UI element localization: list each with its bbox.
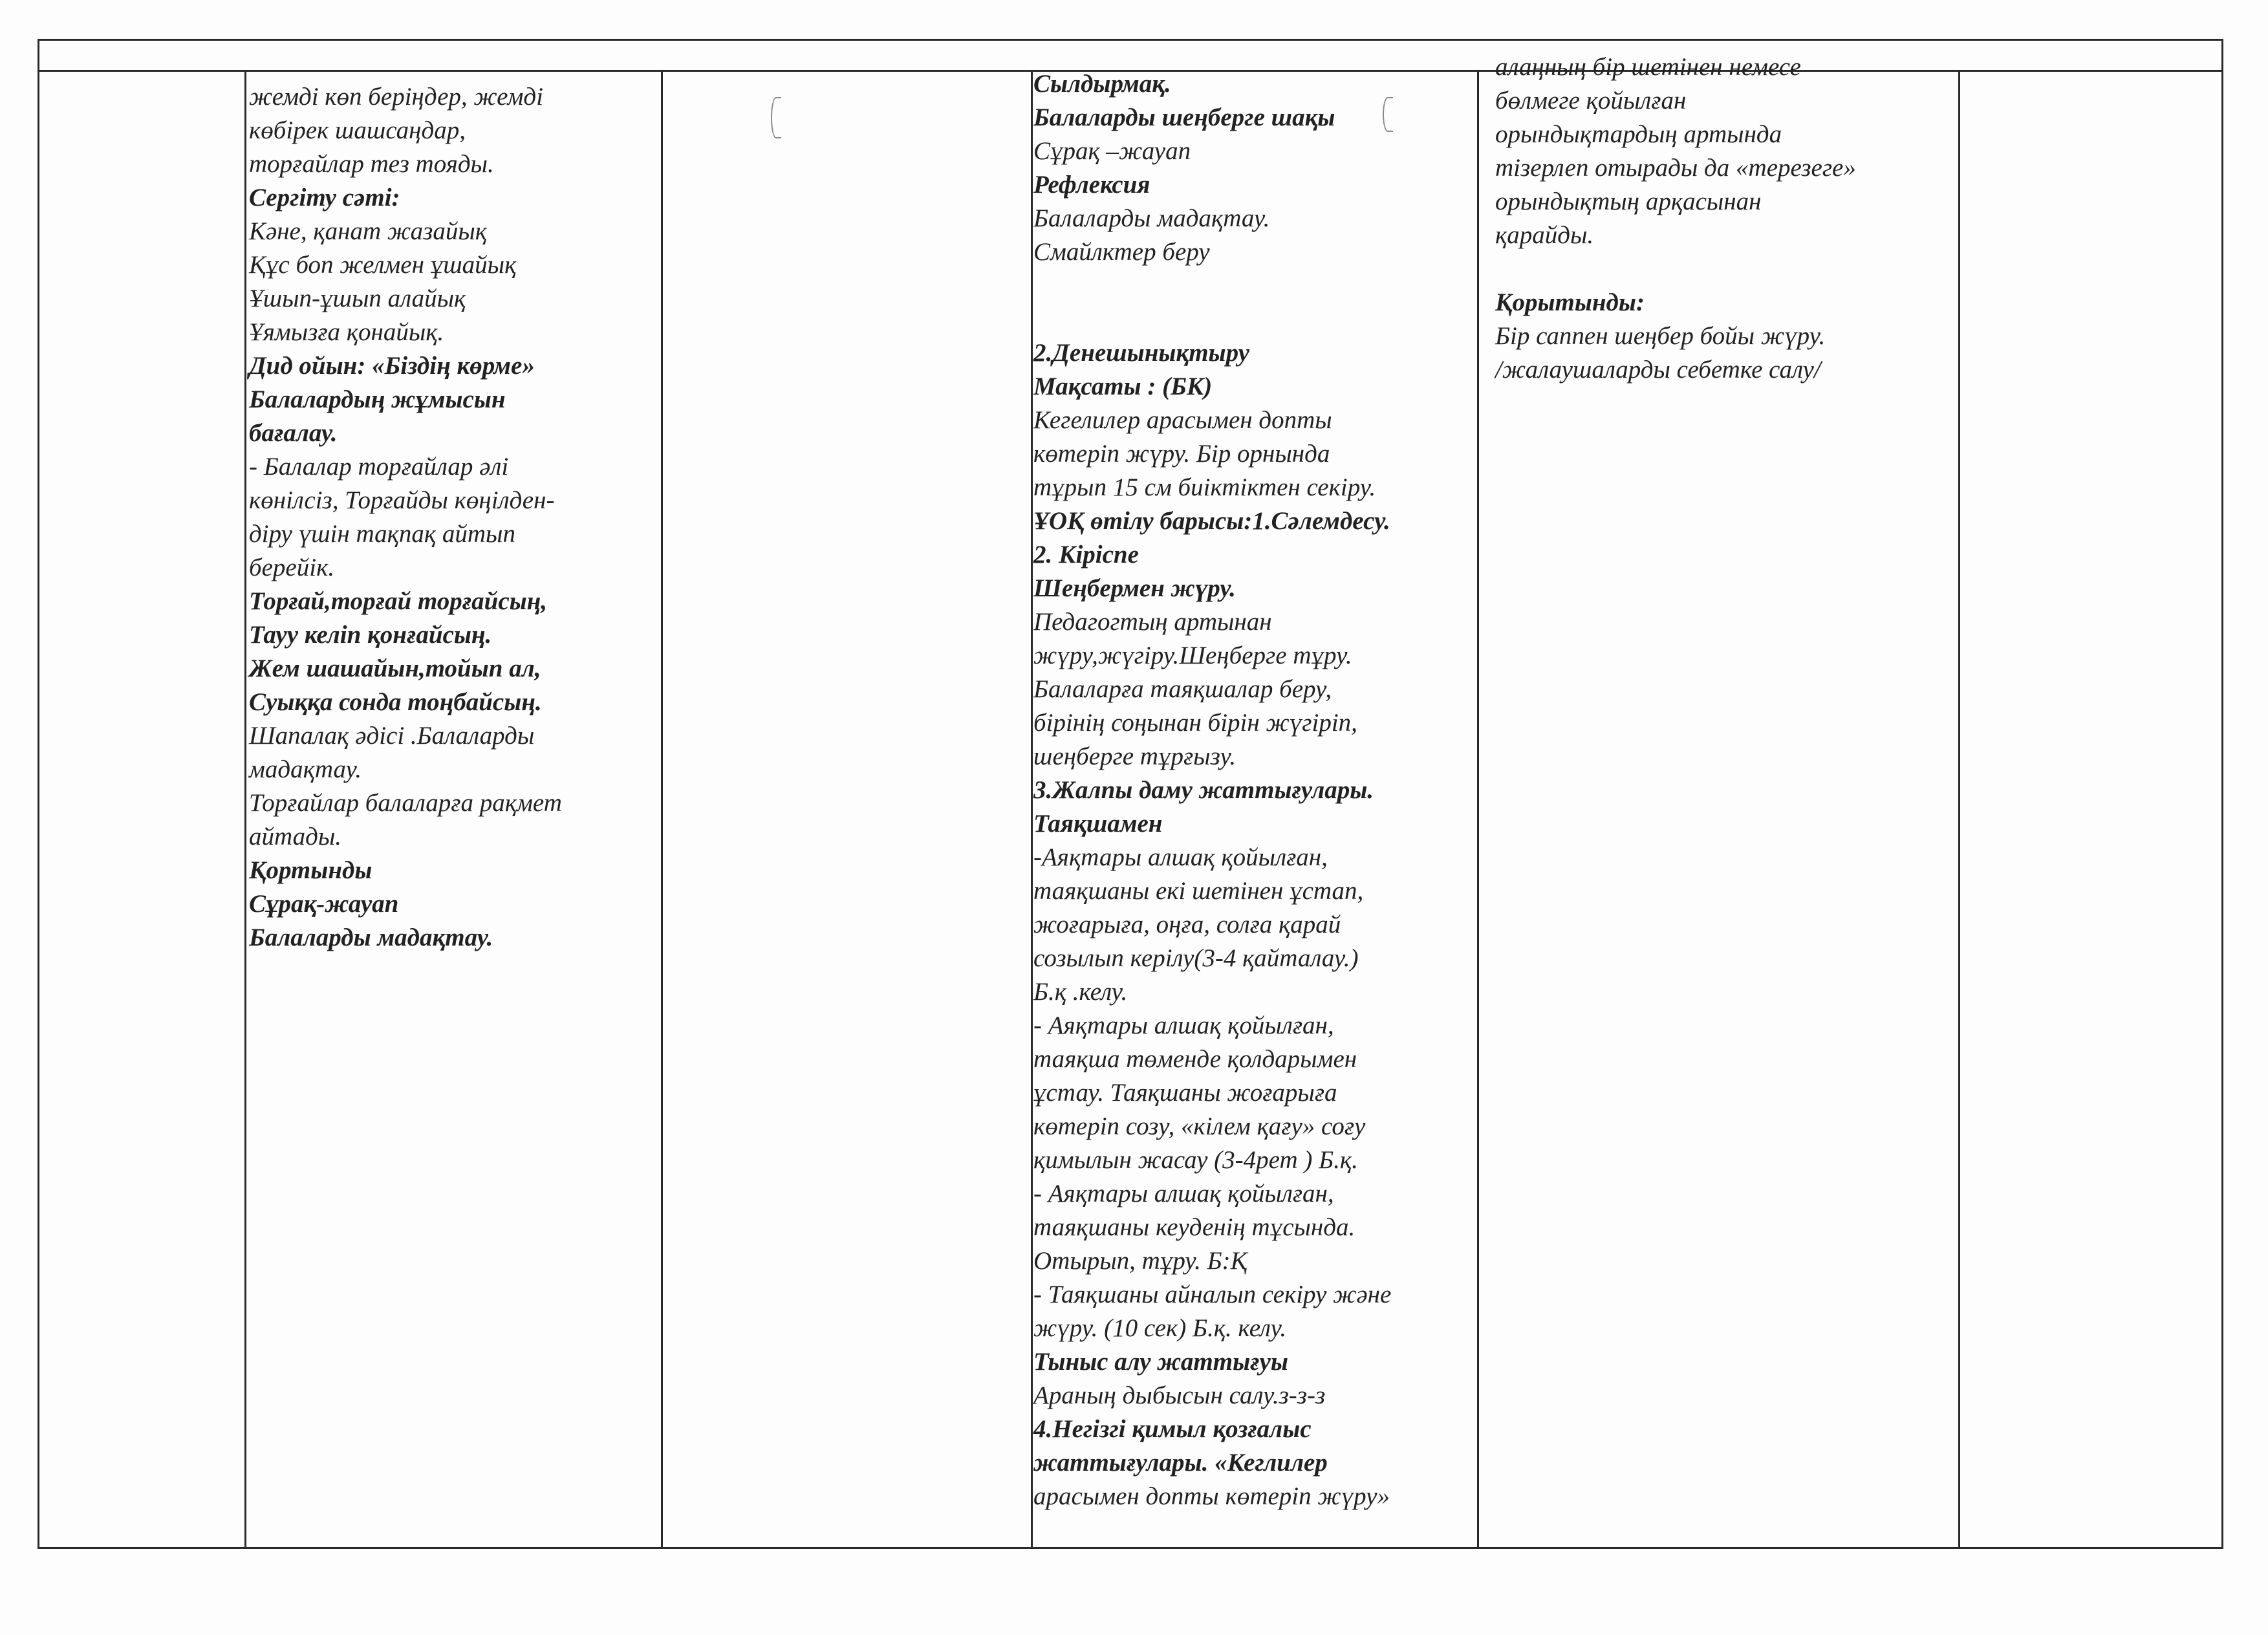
text-line: жүру. (10 сек) Б.қ. келу. [1033, 1314, 1287, 1342]
text-line: - Аяқтары алшақ қойылған, [1033, 1180, 1334, 1207]
scan-mark [771, 97, 781, 138]
text-line: 3.Жалпы даму жаттығулары. [1033, 776, 1374, 804]
text-line: Балалардың жұмысын [249, 385, 506, 413]
text-line: Кегелилер арасымен допты [1033, 406, 1332, 434]
text-line: Шапалақ әдісі .Балаларды [249, 722, 535, 750]
text-line: жүру,жүгіру.Шеңберге тұру. [1033, 642, 1352, 669]
text-line [1495, 252, 1856, 286]
text-line: Құс боп желмен ұшайық [249, 251, 517, 279]
text-line: Шеңбермен жүру. [1033, 574, 1236, 602]
text-line: Б.қ .келу. [1033, 978, 1128, 1006]
text-line: Балаларды мадақтау. [1033, 204, 1270, 232]
text-line [1033, 269, 1391, 303]
text-line: Суыққа сонда тоңбайсың. [249, 688, 542, 716]
text-line: шеңберге тұрғызу. [1033, 742, 1237, 770]
column-5-text [1495, 50, 1856, 387]
column-divider-2 [661, 70, 663, 1549]
text-line: Балаларды шеңберге шақы [1033, 103, 1335, 131]
text-line: көнілсіз, Торғайды көңілден- [249, 486, 555, 514]
text-line: Сұрақ-жауап [249, 890, 399, 918]
text-line: Ұшып-ұшып алайық [249, 285, 466, 312]
text-line: жоғарыға, оңға, солға қарай [1033, 911, 1341, 938]
text-line: Ұямызға қонайық. [249, 318, 444, 346]
text-line: орындықтардың артында [1495, 120, 1782, 148]
text-line: Кәне, қанат жазайық [249, 217, 488, 245]
text-line: жемді көп беріңдер, жемді [249, 83, 543, 111]
text-line: - Аяқтары алшақ қойылған, [1033, 1012, 1334, 1039]
text-line: Торғайлар балаларға рақмет [249, 789, 562, 817]
text-line: 2.Денешынықтыру [1033, 339, 1249, 367]
column-divider-4 [1477, 70, 1479, 1549]
text-line: Балаларды мадақтау. [249, 924, 493, 951]
text-line: Отырып, тұру. Б:Қ [1033, 1247, 1247, 1275]
scan-mark [1383, 97, 1393, 132]
text-line: ҰОҚ өтілу барысы:1.Сәлемдесу. [1033, 507, 1390, 535]
text-line: Рефлексия [1033, 171, 1150, 199]
text-line: - Балалар торғайлар әлі [249, 453, 509, 481]
text-line: қимылын жасау (3-4рет ) Б.қ. [1033, 1146, 1358, 1174]
text-line: таяқшаны кеуденің тұсында. [1033, 1213, 1355, 1241]
text-line: қарайды. [1495, 221, 1594, 249]
text-line: 2. Кіріспе [1033, 541, 1139, 568]
column-4-text [1033, 67, 1391, 1513]
text-line: берейік. [249, 554, 335, 581]
text-line: жаттығулары. «Кеглилер [1033, 1449, 1328, 1477]
text-line: Таяқшамен [1033, 810, 1163, 838]
column-divider-1 [244, 70, 246, 1549]
text-line: тұрып 15 см биіктіктен секіру. [1033, 473, 1376, 501]
text-line: көбірек шашсаңдар, [249, 116, 466, 144]
text-line [1033, 303, 1391, 336]
text-line: Сергіту сәті: [249, 184, 400, 211]
text-line: алаңның бір шетінен немесе [1495, 53, 1801, 81]
text-line: -Аяқтары алшақ қойылған, [1033, 843, 1328, 871]
text-line: айтады. [249, 823, 342, 850]
text-line: көтеріп созу, «кілем қағу» соғу [1033, 1112, 1366, 1140]
text-line: Бір саппен шеңбер бойы жүру. [1495, 322, 1826, 350]
text-line: діру үшін тақпақ айтып [249, 520, 515, 548]
text-line: Тыныс алу жаттығуы [1033, 1348, 1288, 1376]
text-line: созылып керілу(3-4 қайталау.) [1033, 944, 1359, 972]
text-line: Торғай,торғай торғайсың, [249, 587, 548, 615]
text-line: 4.Негізгі қимыл қозғалыс [1033, 1415, 1312, 1443]
text-line: Смайлктер беру [1033, 238, 1210, 266]
column-2-text [249, 80, 562, 955]
text-line: Педагогтың артынан [1033, 608, 1272, 636]
text-line: Балаларға таяқшалар беру, [1033, 675, 1332, 703]
text-line: Сылдырмақ. [1033, 70, 1171, 98]
text-line: - Таяқшаны айналып секіру және [1033, 1281, 1392, 1308]
text-line: тізерлеп отырады да «терезеге» [1495, 154, 1856, 182]
text-line: мадақтау. [249, 755, 362, 783]
text-line: ұстау. Таяқшаны жоғарыға [1033, 1079, 1337, 1107]
text-line: көтеріп жүру. Бір орнында [1033, 440, 1330, 468]
text-line: бірінің соңынан бірін жүгіріп, [1033, 709, 1357, 737]
text-line: орындықтың арқасынан [1495, 188, 1762, 215]
text-line: Дид ойын: «Біздің көрме» [249, 352, 535, 380]
text-line: торғайлар тез тояды. [249, 150, 494, 178]
text-line: таяқшаны екі шетінен ұстап, [1033, 877, 1364, 905]
text-line: Араның дыбысын салу.з-з-з [1033, 1381, 1326, 1409]
text-line: бағалау. [249, 419, 338, 447]
text-line: Қортынды [249, 856, 373, 884]
text-line: Мақсаты : (БК) [1033, 373, 1213, 400]
text-line: Қорытынды: [1495, 288, 1645, 316]
column-divider-3 [1031, 70, 1033, 1549]
text-line: Сұрақ –жауап [1033, 137, 1191, 165]
text-line: Тауу келіп қонғайсың. [249, 621, 492, 649]
text-line: таяқша төменде қолдарымен [1033, 1045, 1357, 1073]
column-divider-5 [1958, 70, 1960, 1549]
text-line: Жем шашайын,тойып ал, [249, 655, 541, 682]
text-line: /жалаушаларды себетке салу/ [1495, 356, 1821, 384]
text-line: бөлмеге қойылған [1495, 87, 1687, 114]
text-line: арасымен допты көтеріп жүру» [1033, 1482, 1390, 1510]
